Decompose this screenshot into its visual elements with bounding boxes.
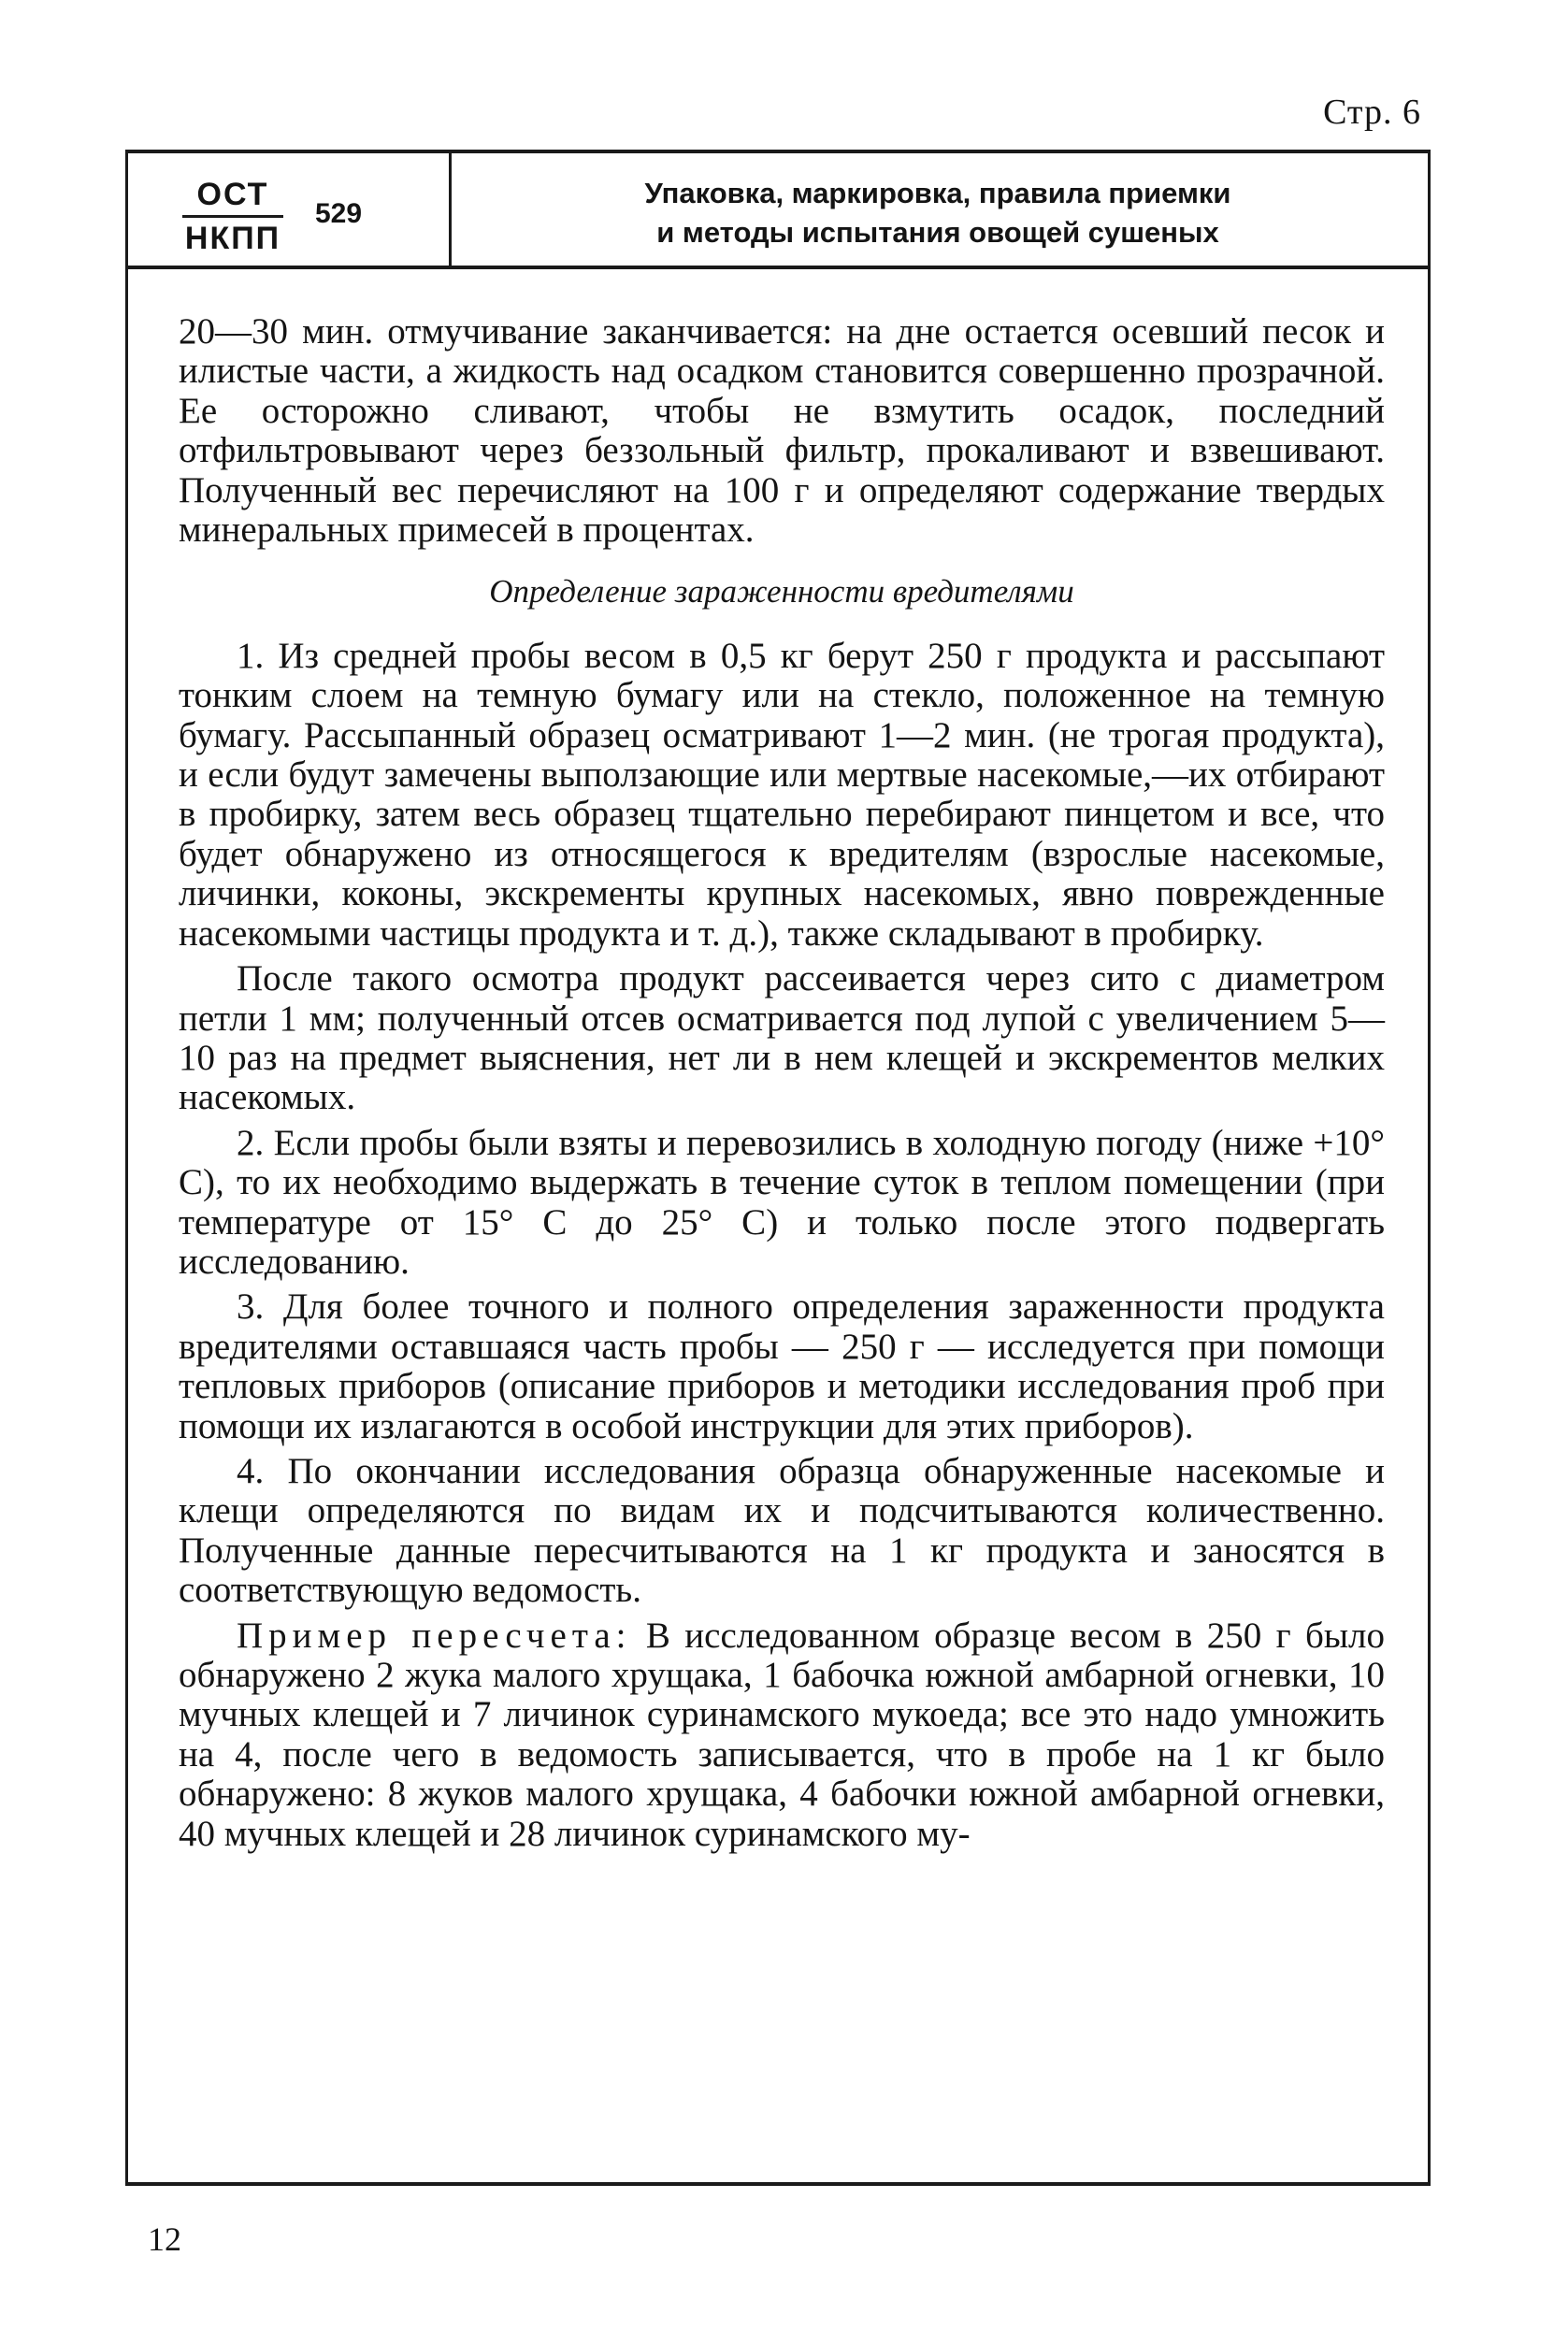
folio: 12 [148,2220,181,2258]
standard-number: 529 [315,198,363,229]
page-label: Стр. 6 [1323,93,1421,132]
header-title-line1: Упаковка, маркировка, правила приемки [644,177,1231,209]
standard-id-block [128,153,452,266]
paragraph-continuation: 20—30 мин. отмучивание заканчивается: на дне остается осевший песок и илистые части, а жидкость над осадком становится совершенно прозрачной. Ее осторожно сливают, чтобы не взмутить осадок, последний отфильтровывают через беззольный фильтр, прокаливают и взвешивают. Полученный вес перечисляют на 100 г и определяют содержание твердых минеральных примесей в процентах. [179,311,1385,551]
header-title [452,174,1424,252]
example-label: Пример пересчета: [237,1615,632,1656]
standard-fraction [177,176,289,257]
paragraph-item-2: 2. Если пробы были взяты и перевозились в холодную погоду (ниже +10° С), то их необходимо выдержать в течение суток в теплом помещении (при температуре от 15° С до 25° С) и только после этого подвергать исследованию. [179,1122,1385,1282]
paragraph-example [179,1616,1385,1854]
paragraph-item-3: 3. Для более точного и полного определения зараженности продукта вредителями оставшаяся часть пробы — 250 г — исследуется при помощи тепловых приборов (описание приборов и методики исследования проб при помощи их излагаются в особой инструкции для этих приборов). [179,1286,1385,1446]
paragraph-item-1: 1. Из средней пробы весом в 0,5 кг берут 250 г продукта и рассыпают тонким слоем на темную бумагу или на стекло, положенное на темную бумагу. Рассыпанный образец осматривают 1—2 мин. (не трогая продукта), и если будут замечены выползающие или мертвые насекомые,—их отбирают в пробирку, затем весь образец тщательно перебирают пинцетом и все, что будет обнаружено из относящегося к вредителям (взрослые насекомые, личинки, коконы, экскременты крупных насекомых, явно поврежденные насекомыми частицы продукта и т. д.), также складывают в пробирку. [179,635,1385,954]
header-title-line2: и методы испытания овощей сушеных [656,216,1219,249]
section-heading: Определение зараженности вредителями [489,573,1074,611]
body-text [179,312,1385,1854]
fraction-line [182,215,283,218]
paragraph-sieve: После такого осмотра продукт рассеивается через сито с диаметром петли 1 мм; полученный отсев осматривается под лупой с увеличением 5—10 раз на предмет выяснения, нет ли в нем клещей и экскрементов мелких насекомых. [179,958,1385,1118]
standard-code: ОСТ [196,177,269,212]
example-text: В исследованном образце весом в 250 г было обнаружено 2 жука малого хрущака, 1 бабочка южной амбарной огневки, 10 мучных клещей и 7 личинок суринамского мукоеда; все это надо умножить на 4, после чего в ведомость записывается, что в пробе на 1 кг было обнаружено: 8 жуков малого хрущака, 4 бабочки южной амбарной огневки, 40 мучных клещей и 28 личинок суринамского му- [179,1615,1385,1854]
document-frame [125,150,1431,2186]
standard-header [128,153,1428,269]
standard-org: НКПП [184,221,281,256]
paragraph-item-4: 4. По окончании исследования образца обнаруженные насекомые и клещи определяются по видам их и подсчитываются количественно. Полученные данные пересчитываются на 1 кг продукта и заносятся в соответствующую ведомость. [179,1450,1385,1611]
